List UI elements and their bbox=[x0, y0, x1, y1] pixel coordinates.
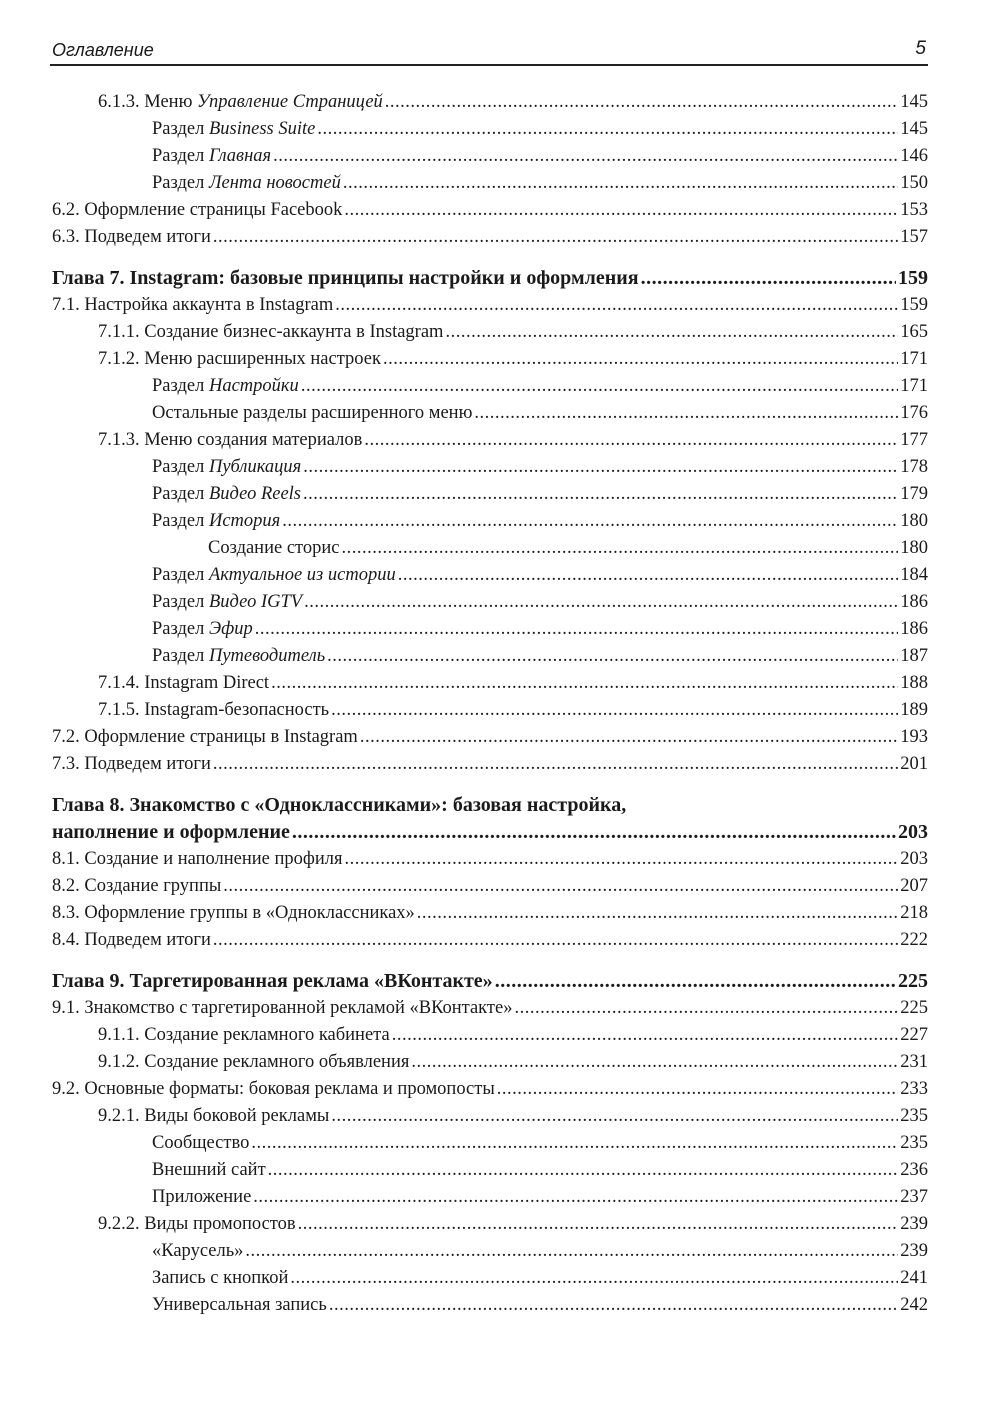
toc-entry-title bbox=[208, 535, 340, 562]
toc-page-number: 222 bbox=[900, 930, 928, 950]
toc-entry-title bbox=[152, 1265, 288, 1292]
dot-leader bbox=[303, 481, 898, 508]
toc-entry-text: Instagram-безопасность bbox=[144, 700, 330, 720]
toc-entry[interactable] bbox=[52, 873, 928, 900]
dot-leader bbox=[292, 819, 896, 846]
toc-entry-title bbox=[98, 1022, 390, 1049]
toc-entry-text: Создание рекламного объявления bbox=[144, 1052, 410, 1072]
toc-entry-number: 9.2. bbox=[52, 1079, 80, 1099]
toc-entry-text: Подведем итоги bbox=[84, 754, 211, 774]
toc-entry[interactable] bbox=[52, 1103, 928, 1130]
toc-page-number: 203 bbox=[900, 849, 928, 869]
toc-entry[interactable] bbox=[52, 616, 928, 643]
toc-entry-number: 9.1.1. bbox=[98, 1025, 140, 1045]
toc-entry-text: Меню создания материалов bbox=[144, 430, 363, 450]
toc-entry-title bbox=[152, 400, 472, 427]
section-spacer bbox=[52, 251, 928, 265]
dot-leader bbox=[514, 995, 898, 1022]
toc-page-number: 179 bbox=[900, 484, 928, 504]
toc-entry[interactable] bbox=[52, 1184, 928, 1211]
toc-entry-text: Глава 7. Instagram: базовые принципы настройки и оформления bbox=[52, 267, 639, 289]
dot-leader bbox=[253, 1184, 898, 1211]
toc-page-number: 159 bbox=[898, 267, 928, 289]
toc-entry-title bbox=[52, 265, 639, 292]
toc-entry-text: Остальные разделы расширенного меню bbox=[152, 403, 473, 423]
toc-page-number: 201 bbox=[900, 754, 928, 774]
toc-page-number: 235 bbox=[900, 1133, 928, 1153]
toc-entry-title bbox=[98, 427, 362, 454]
toc-entry-number: 9.2.2. bbox=[98, 1214, 140, 1234]
toc-entry-text: Раздел bbox=[152, 646, 209, 666]
toc-entry-text: Приложение bbox=[152, 1187, 252, 1207]
toc-entry-text: Создание группы bbox=[84, 876, 222, 896]
toc-page-number: 242 bbox=[900, 1295, 928, 1315]
toc-entry[interactable] bbox=[52, 170, 928, 197]
toc-entry-italic-text: Лента новостей bbox=[208, 173, 341, 193]
dot-leader bbox=[329, 1292, 898, 1319]
toc-entry-text: Меню bbox=[144, 92, 198, 112]
toc-entry-text: Виды боковой рекламы bbox=[144, 1106, 330, 1126]
toc-entry[interactable] bbox=[52, 481, 928, 508]
toc-entry-title bbox=[152, 373, 299, 400]
toc-page-number: 193 bbox=[900, 727, 928, 747]
toc-entry-title bbox=[52, 197, 342, 224]
dot-leader bbox=[641, 265, 896, 292]
toc-page-number: 157 bbox=[900, 227, 928, 247]
toc-entry-title bbox=[152, 643, 325, 670]
toc-entry-number: 7.1.3. bbox=[98, 430, 140, 450]
toc-entry-text: Оформление страницы Facebook bbox=[84, 200, 343, 220]
toc-entry[interactable] bbox=[52, 562, 928, 589]
section-spacer bbox=[52, 778, 928, 792]
toc-entry[interactable] bbox=[52, 1238, 928, 1265]
toc-page-number: 153 bbox=[900, 200, 928, 220]
toc-entry[interactable] bbox=[52, 292, 928, 319]
toc-entry[interactable] bbox=[52, 1130, 928, 1157]
toc-page-number: 165 bbox=[900, 322, 928, 342]
toc-entry-text: Раздел bbox=[152, 565, 209, 585]
toc-entry-text: Внешний сайт bbox=[152, 1160, 266, 1180]
toc-entry-title bbox=[52, 819, 290, 846]
dot-leader bbox=[344, 197, 898, 224]
toc-chapter-heading[interactable] bbox=[52, 792, 928, 819]
table-of-contents bbox=[52, 89, 928, 1319]
toc-entry[interactable] bbox=[52, 995, 928, 1022]
toc-entry-number: 9.1. bbox=[52, 998, 80, 1018]
toc-entry-title bbox=[98, 1103, 329, 1130]
toc-entry-number: 9.1.2. bbox=[98, 1052, 140, 1072]
toc-entry-title bbox=[52, 724, 358, 751]
toc-page-number: 186 bbox=[900, 592, 928, 612]
toc-entry-italic-text: Главная bbox=[208, 146, 272, 166]
toc-entry-text: Оформление группы в «Одноклассниках» bbox=[84, 903, 415, 923]
dot-leader bbox=[331, 697, 898, 724]
toc-entry-text: Подведем итоги bbox=[84, 227, 211, 247]
page-number: 5 bbox=[915, 38, 926, 59]
toc-page-number: 218 bbox=[900, 903, 928, 923]
toc-entry[interactable] bbox=[52, 89, 928, 116]
toc-entry-number: 7.1. bbox=[52, 295, 80, 315]
toc-entry-text: Создание сторис bbox=[208, 538, 340, 558]
toc-entry-text: Instagram Direct bbox=[144, 673, 270, 693]
toc-entry-title bbox=[152, 143, 271, 170]
dot-leader bbox=[223, 873, 898, 900]
dot-leader bbox=[335, 292, 898, 319]
dot-leader bbox=[268, 1157, 899, 1184]
dot-leader bbox=[251, 1130, 898, 1157]
toc-entry-number: 7.1.2. bbox=[98, 349, 140, 369]
dot-leader bbox=[331, 1103, 898, 1130]
toc-entry-text: Раздел bbox=[152, 119, 209, 139]
toc-entry-title bbox=[98, 697, 329, 724]
toc-entry-number: 7.1.4. bbox=[98, 673, 140, 693]
toc-entry-title bbox=[52, 292, 333, 319]
dot-leader bbox=[385, 89, 898, 116]
toc-entry-text: Глава 9. Таргетированная реклама «ВКонтакте» bbox=[52, 970, 493, 992]
toc-entry-number: 6.2. bbox=[52, 200, 80, 220]
toc-entry-text: Раздел bbox=[152, 592, 209, 612]
toc-entry-italic-text: Актуальное из истории bbox=[208, 565, 396, 585]
toc-entry[interactable] bbox=[52, 535, 928, 562]
toc-entry[interactable] bbox=[52, 1022, 928, 1049]
toc-entry-text: Запись с кнопкой bbox=[152, 1268, 289, 1288]
toc-entry-title bbox=[98, 319, 443, 346]
toc-entry-title bbox=[152, 1130, 249, 1157]
section-title: Оглавление bbox=[52, 40, 154, 60]
toc-entry-title bbox=[52, 968, 493, 995]
toc-entry[interactable] bbox=[52, 927, 928, 954]
toc-entry[interactable] bbox=[52, 427, 928, 454]
toc-entry-number: 7.2. bbox=[52, 727, 80, 747]
toc-page-number: 241 bbox=[900, 1268, 928, 1288]
toc-entry[interactable] bbox=[52, 900, 928, 927]
toc-entry-text: Раздел bbox=[152, 484, 209, 504]
toc-entry-title bbox=[52, 792, 626, 819]
toc-entry[interactable] bbox=[52, 643, 928, 670]
toc-entry[interactable] bbox=[52, 400, 928, 427]
toc-entry-title bbox=[152, 481, 301, 508]
toc-entry-title bbox=[52, 1076, 495, 1103]
toc-entry-italic-text: Настройки bbox=[208, 376, 299, 396]
toc-entry[interactable] bbox=[52, 346, 928, 373]
toc-page-number: 233 bbox=[900, 1079, 928, 1099]
toc-entry-title bbox=[152, 616, 253, 643]
toc-page-number: 236 bbox=[900, 1160, 928, 1180]
toc-entry[interactable] bbox=[52, 697, 928, 724]
toc-entry-title bbox=[152, 1238, 243, 1265]
toc-page-number: 176 bbox=[900, 403, 928, 423]
toc-page-number: 171 bbox=[900, 349, 928, 369]
toc-page-number: 239 bbox=[900, 1241, 928, 1261]
toc-page-number: 178 bbox=[900, 457, 928, 477]
toc-page-number: 189 bbox=[900, 700, 928, 720]
toc-entry-text: Глава 8. Знакомство с «Одноклассниками»: базовая настройка, bbox=[52, 794, 627, 816]
toc-entry[interactable] bbox=[52, 670, 928, 697]
dot-leader bbox=[495, 968, 896, 995]
toc-entry[interactable] bbox=[52, 1157, 928, 1184]
toc-entry-title bbox=[152, 589, 302, 616]
dot-leader bbox=[445, 319, 898, 346]
toc-entry-title bbox=[98, 1049, 409, 1076]
dot-leader bbox=[271, 670, 898, 697]
toc-entry-italic-text: Видео IGTV bbox=[208, 592, 303, 612]
toc-entry-number: 8.2. bbox=[52, 876, 80, 896]
dot-leader bbox=[343, 170, 898, 197]
toc-entry-italic-text: Эфир bbox=[208, 619, 253, 639]
toc-entry[interactable] bbox=[52, 1049, 928, 1076]
toc-entry-title bbox=[152, 170, 341, 197]
toc-page-number: 225 bbox=[900, 998, 928, 1018]
toc-entry-title bbox=[98, 346, 381, 373]
dot-leader bbox=[304, 589, 898, 616]
toc-entry-title bbox=[52, 927, 211, 954]
toc-page-number: 180 bbox=[900, 538, 928, 558]
dot-leader bbox=[497, 1076, 898, 1103]
toc-entry-title bbox=[52, 873, 221, 900]
dot-leader bbox=[417, 900, 898, 927]
toc-entry-text: Универсальная запись bbox=[152, 1295, 327, 1315]
toc-page-number: 239 bbox=[900, 1214, 928, 1234]
dot-leader bbox=[301, 373, 898, 400]
toc-chapter-heading[interactable] bbox=[52, 968, 928, 995]
toc-chapter-heading[interactable] bbox=[52, 265, 928, 292]
toc-entry-text: Создание рекламного кабинета bbox=[144, 1025, 390, 1045]
toc-page-number: 207 bbox=[900, 876, 928, 896]
toc-entry-number: 6.3. bbox=[52, 227, 80, 247]
toc-entry-number: 8.3. bbox=[52, 903, 80, 923]
toc-page-number: 235 bbox=[900, 1106, 928, 1126]
toc-entry-text: Создание и наполнение профиля bbox=[84, 849, 343, 869]
toc-entry-text: «Карусель» bbox=[152, 1241, 244, 1261]
dot-leader bbox=[411, 1049, 898, 1076]
toc-entry-title bbox=[152, 116, 315, 143]
toc-entry-text: Раздел bbox=[152, 146, 209, 166]
dot-leader bbox=[317, 116, 898, 143]
toc-entry[interactable] bbox=[52, 224, 928, 251]
toc-entry-title bbox=[152, 1184, 251, 1211]
toc-page-number: 184 bbox=[900, 565, 928, 585]
dot-leader bbox=[360, 724, 898, 751]
toc-entry[interactable] bbox=[52, 751, 928, 778]
dot-leader bbox=[364, 427, 898, 454]
toc-entry-text: наполнение и оформление bbox=[52, 821, 290, 843]
toc-entry-number: 6.1.3. bbox=[98, 92, 140, 112]
dot-leader bbox=[245, 1238, 898, 1265]
toc-entry[interactable] bbox=[52, 116, 928, 143]
toc-page-number: 187 bbox=[900, 646, 928, 666]
toc-page-number: 231 bbox=[900, 1052, 928, 1072]
toc-page-number: 145 bbox=[900, 92, 928, 112]
toc-entry[interactable] bbox=[52, 1076, 928, 1103]
toc-entry-text: Раздел bbox=[152, 619, 209, 639]
toc-entry-text: Оформление страницы в Instagram bbox=[84, 727, 358, 747]
toc-page-number: 177 bbox=[900, 430, 928, 450]
toc-entry[interactable] bbox=[52, 1211, 928, 1238]
toc-entry-title bbox=[52, 900, 415, 927]
toc-page-number: 159 bbox=[900, 295, 928, 315]
toc-entry-title bbox=[52, 846, 343, 873]
toc-entry-number: 7.1.1. bbox=[98, 322, 140, 342]
toc-entry-text: Основные форматы: боковая реклама и промопосты bbox=[84, 1079, 495, 1099]
toc-entry[interactable] bbox=[52, 1265, 928, 1292]
toc-entry-title bbox=[152, 1157, 266, 1184]
running-header bbox=[50, 36, 928, 66]
toc-entry-text: Раздел bbox=[152, 511, 209, 531]
dot-leader bbox=[345, 846, 899, 873]
dot-leader bbox=[282, 508, 898, 535]
dot-leader bbox=[255, 616, 899, 643]
toc-entry-title bbox=[152, 454, 301, 481]
toc-entry-title bbox=[152, 508, 280, 535]
toc-entry[interactable] bbox=[52, 373, 928, 400]
toc-entry[interactable] bbox=[52, 1292, 928, 1319]
toc-entry-italic-text: Управление Страницей bbox=[197, 92, 383, 112]
toc-entry[interactable] bbox=[52, 846, 928, 873]
toc-page-number: 150 bbox=[900, 173, 928, 193]
toc-entry-title bbox=[52, 224, 211, 251]
toc-entry-italic-text: Путеводитель bbox=[208, 646, 326, 666]
toc-entry-text: Раздел bbox=[152, 457, 209, 477]
dot-leader bbox=[213, 751, 898, 778]
toc-entry-text: Виды промопостов bbox=[144, 1214, 296, 1234]
toc-entry[interactable] bbox=[52, 143, 928, 170]
dot-leader bbox=[213, 927, 898, 954]
section-spacer bbox=[52, 954, 928, 968]
dot-leader bbox=[474, 400, 898, 427]
toc-entry[interactable] bbox=[52, 508, 928, 535]
toc-entry-number: 9.2.1. bbox=[98, 1106, 140, 1126]
dot-leader bbox=[327, 643, 898, 670]
dot-leader bbox=[290, 1265, 898, 1292]
dot-leader bbox=[392, 1022, 899, 1049]
toc-entry-title bbox=[152, 1292, 327, 1319]
toc-entry-text: Настройка аккаунта в Instagram bbox=[84, 295, 334, 315]
dot-leader bbox=[383, 346, 898, 373]
toc-entry-title bbox=[98, 89, 383, 116]
toc-entry-number: 8.1. bbox=[52, 849, 80, 869]
toc-entry-title bbox=[52, 751, 211, 778]
toc-entry-italic-text: Публикация bbox=[208, 457, 302, 477]
toc-page-number: 145 bbox=[900, 119, 928, 139]
toc-entry-number: 7.1.5. bbox=[98, 700, 140, 720]
toc-entry-title bbox=[152, 562, 396, 589]
toc-entry-text: Раздел bbox=[152, 376, 209, 396]
toc-entry-number: 8.4. bbox=[52, 930, 80, 950]
toc-entry-text: Создание бизнес-аккаунта в Instagram bbox=[144, 322, 444, 342]
toc-entry-text: Сообщество bbox=[152, 1133, 250, 1153]
toc-entry-italic-text: История bbox=[208, 511, 281, 531]
dot-leader bbox=[342, 535, 899, 562]
toc-page-number: 171 bbox=[900, 376, 928, 396]
toc-entry-text: Меню расширенных настроек bbox=[144, 349, 381, 369]
toc-entry-title bbox=[52, 995, 512, 1022]
toc-page-number: 237 bbox=[900, 1187, 928, 1207]
toc-entry-text: Подведем итоги bbox=[84, 930, 211, 950]
toc-page-number: 188 bbox=[900, 673, 928, 693]
toc-entry[interactable] bbox=[52, 589, 928, 616]
toc-entry-text: Раздел bbox=[152, 173, 209, 193]
dot-leader bbox=[398, 562, 899, 589]
toc-entry[interactable] bbox=[52, 197, 928, 224]
toc-chapter-heading[interactable] bbox=[52, 819, 928, 846]
toc-page-number: 186 bbox=[900, 619, 928, 639]
toc-entry[interactable] bbox=[52, 724, 928, 751]
dot-leader bbox=[213, 224, 898, 251]
toc-entry-title bbox=[98, 670, 269, 697]
toc-entry-title bbox=[98, 1211, 296, 1238]
dot-leader bbox=[298, 1211, 899, 1238]
toc-page-number: 225 bbox=[898, 970, 928, 992]
toc-entry-italic-text: Видео Reels bbox=[208, 484, 302, 504]
dot-leader bbox=[303, 454, 898, 481]
toc-entry[interactable] bbox=[52, 454, 928, 481]
toc-page-number: 227 bbox=[900, 1025, 928, 1045]
toc-page-number: 146 bbox=[900, 146, 928, 166]
toc-entry-number: 7.3. bbox=[52, 754, 80, 774]
toc-entry-italic-text: Business Suite bbox=[208, 119, 316, 139]
toc-page-number: 203 bbox=[898, 821, 928, 843]
dot-leader bbox=[273, 143, 898, 170]
toc-entry-text: Знакомство с таргетированной рекламой «ВКонтакте» bbox=[84, 998, 513, 1018]
toc-entry[interactable] bbox=[52, 319, 928, 346]
toc-page-number: 180 bbox=[900, 511, 928, 531]
